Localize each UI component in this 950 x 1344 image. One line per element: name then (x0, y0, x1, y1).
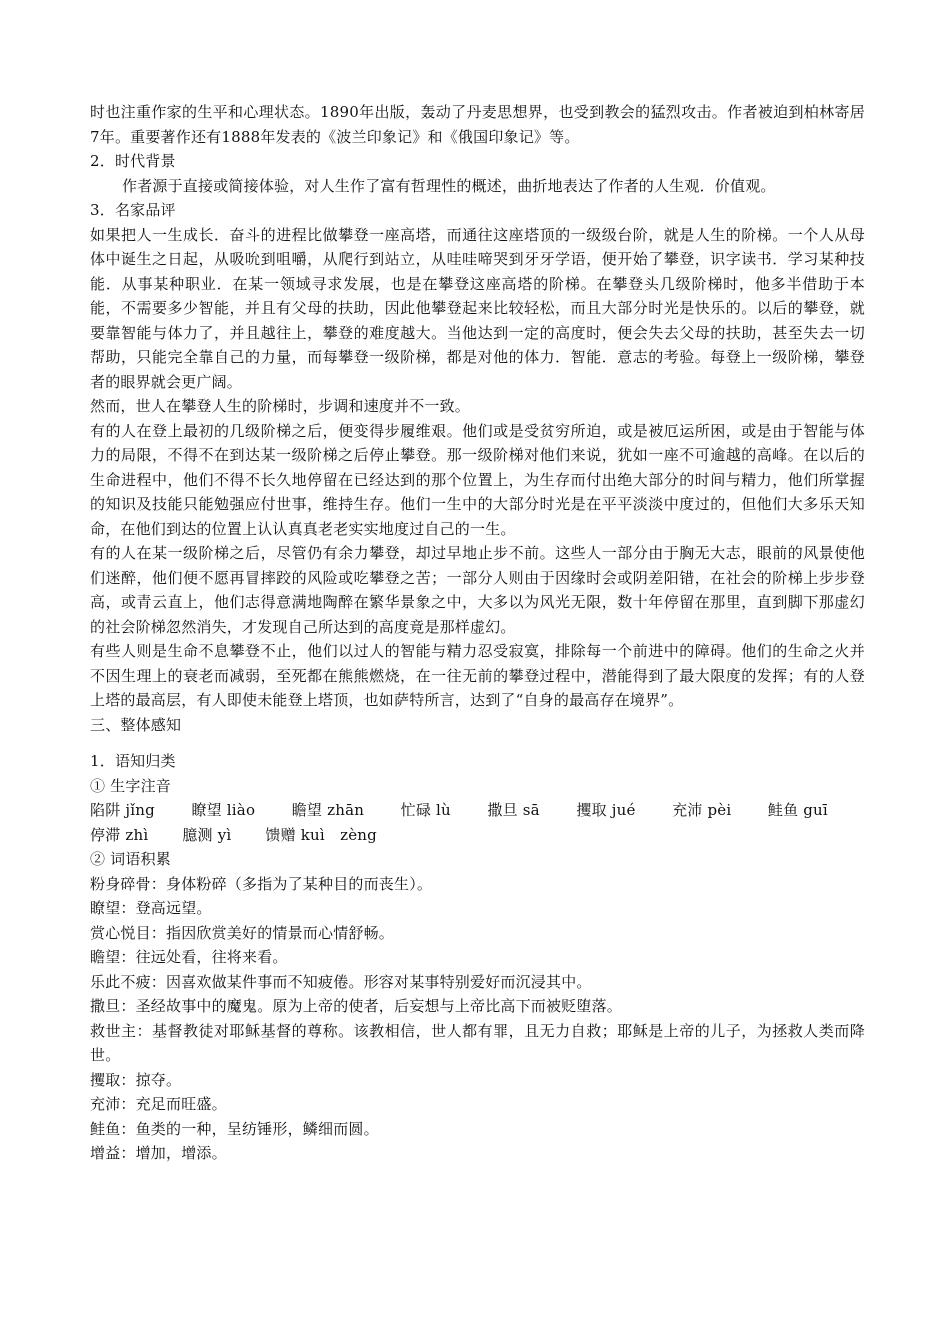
pinyin-item: 充沛 pèi (672, 801, 732, 819)
pinyin-item: 瞻望 zhān (291, 801, 365, 819)
words-heading: ② 词语积累 (90, 850, 171, 868)
definition-item: 瞻望：往远处看，往将来看。 (90, 948, 288, 966)
definition-item: 充沛：充足而旺盛。 (90, 1095, 227, 1113)
definition-item: 粉身碎骨：身体粉碎（多指为了某种目的而丧生）。 (90, 874, 433, 893)
background-text: 作者源于直接或简接体验，对人生作了富有哲理性的概述，曲折地表达了作者的人生观．价值观。 (122, 176, 776, 195)
definition-item: 鲑鱼：鱼类的一种，呈纺锤形，鳞细而圆。 (90, 1119, 379, 1138)
definition-item: 救世主：基督教徒对耶稣基督的尊称。该教相信，世人都有罪，且无力自救；耶稣是上帝的儿子，为拯救人类而降世。 (90, 1021, 865, 1064)
definition-item: 撒旦：圣经故事中的魔鬼。原为上帝的使者，后妄想与上帝比高下而被贬堕落。 (90, 997, 623, 1015)
pinyin-item: 馈赠 kuì zèng (265, 825, 377, 844)
pinyin-item: 攫取 jué (576, 801, 636, 819)
pinyin-item: 臆测 yì (182, 825, 232, 844)
spacer (90, 737, 865, 749)
review-paragraph: 如果把人一生成长．奋斗的进程比做攀登一座高塔，而通往这座塔顶的一级级台阶，就是人生的阶梯。一个人从母体中诞生之日起，从吸吮到咀嚼，从爬行到站立，从哇哇啼哭到牙牙学语，便开始了攀登，识字读书．学习某种技能．从事某种职业．在某一领域寻求发展，也是在攀登这座高塔的阶梯。在攀登头几级阶梯时，他多半借助于本能，不需要多少智能，并且有父母的扶助，因此他攀登起来比较轻松，而且大部分时光是快乐的。以后的攀登，就要靠智能与体力了，并且越往上，攀登的难度越大。当他达到一定的高度时，便会失去父母的扶助，甚至失去一切帮助，只能完全靠自己的力量，而每攀登一级阶梯，都是对他的体力．智能．意志的考验。每登上一级阶梯，攀登者的眼界就会更广阔。 (90, 225, 865, 391)
definition-item: 攫取：掠夺。 (90, 1070, 182, 1089)
review-paragraph: 有些人则是生命不息攀登不止，他们以过人的智能与精力忍受寂寞，排除每一个前进中的障碍。他们的生命之火并不因生理上的衰老而减弱，至死都在熊熊燃烧，在一往无前的攀登过程中，潜能得到了最大限度的发挥；有的人登上塔的最高层，有人即使未能登上塔顶，也如萨特所言，达到了“自身的最高存在境界”。 (90, 642, 865, 709)
pinyin-item: 瞭望 liào (191, 801, 256, 819)
intro-continuation: 时也注重作家的生平和心理状态。1890年出版，轰动了丹麦思想界，也受到教会的猛烈攻击。作者被迫到柏林寄居7年。重要著作还有1888年发表的《波兰印象记》和《俄国印象记》等。 (90, 103, 865, 146)
definition-item: 增益：增加，增添。 (90, 1144, 227, 1162)
pronunciation-heading: ① 生字注音 (90, 776, 171, 795)
review-paragraph: 有的人在登上最初的几级阶梯之后，便变得步履维艰。他们或是受贫穷所迫，或是被厄运所困，或是由于智能与体力的局限，不得不在到达某一级阶梯之后停止攀登。那一级阶梯对他们来说，犹如一座不可逾越的高峰。在以后的生命进程中，他们不得不长久地停留在已经达到的那个位置上，为生存而付出绝大部分的时间与精力，他们所掌握的知识及技能只能勉强应付世事，维持生存。他们一生中的大部分时光是在平平淡淡中度过的，但他们大多乐天知命，在他们到达的位置上认认真真老老实实地度过自己的一生。 (90, 421, 865, 538)
background-heading: 2．时代背景 (90, 152, 176, 170)
review-heading: 3．名家品评 (90, 201, 176, 219)
definition-item: 赏心悦目：指因欣赏美好的情景而心情舒畅。 (90, 923, 395, 942)
pinyin-item: 撒旦 sā (487, 801, 540, 819)
section3-heading: 三、整体感知 (90, 715, 182, 734)
document-page (90, 100, 865, 1166)
definition-item: 瞭望：登高远望。 (90, 899, 212, 917)
pronunciation-row (90, 798, 828, 823)
pinyin-item: 停滞 zhì (90, 825, 149, 844)
pinyin-item: 忙碌 lù (400, 801, 451, 819)
pinyin-item: 鲑鱼 guī (767, 801, 828, 819)
pronunciation-row (90, 823, 865, 848)
pinyin-item: 陷阱 jǐng (90, 801, 155, 819)
definition-item: 乐此不疲：因喜欢做某件事而不知疲倦。形容对某事特别爱好而沉浸其中。 (90, 972, 592, 991)
review-paragraph: 有的人在某一级阶梯之后，尽管仍有余力攀登，却过早地止步不前。这些人一部分由于胸无大志，眼前的风景使他们迷醉，他们便不愿再冒摔跤的风险或吃攀登之苦；一部分人则由于因缘时会或阴差阳错，在社会的阶梯上步步登高，或青云直上，他们志得意满地陶醉在繁华景象之中，大多以为风光无限，数十年停留在那里，直到脚下那虚幻的社会阶梯忽然消失，才发现自己所达到的高度竟是那样虚幻。 (90, 544, 865, 636)
vocab-heading: 1．语知归类 (90, 752, 176, 770)
review-paragraph: 然而，世人在攀登人生的阶梯时，步调和速度并不一致。 (90, 397, 471, 415)
